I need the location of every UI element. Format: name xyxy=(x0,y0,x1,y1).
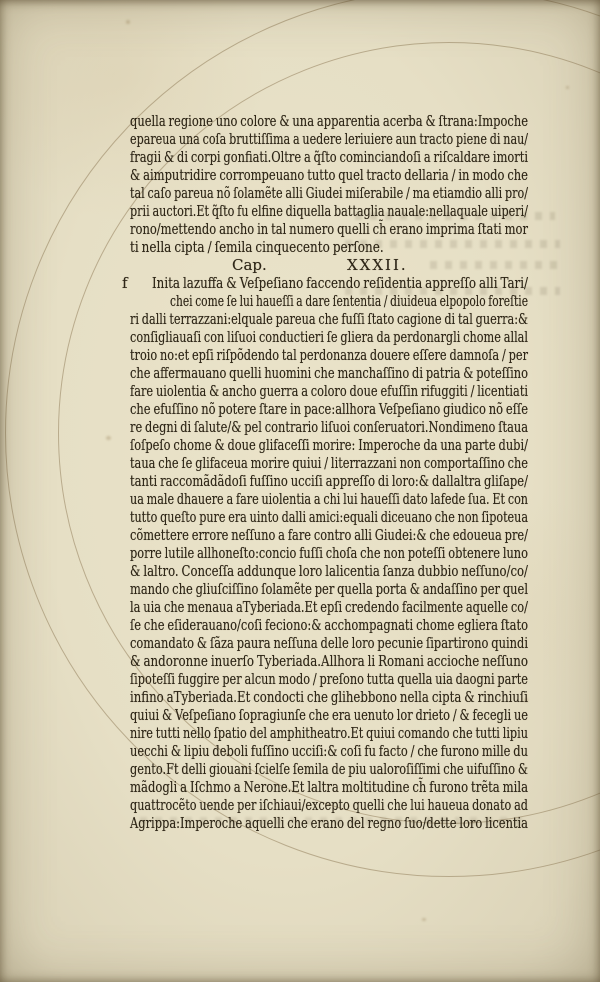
text-line xyxy=(130,238,528,256)
text-line xyxy=(130,778,528,796)
text-line-content: mando che gliuſciſſino ſolamẽte per quella porta & andaſſino per quel xyxy=(130,580,528,598)
text-line-content: rono/mettendo ancho in tal numero quelli ch̃ erano imprima ſtati mor xyxy=(130,220,528,238)
text-line xyxy=(130,562,528,580)
text-line-content: tutto queſto pure era uinto dalli amici:equali diceuano che non ſipoteua xyxy=(130,508,528,526)
text-line xyxy=(130,634,528,652)
text-line-content: taua che ſe glifaceua morire quiui / literrazzani non comportaſſino che xyxy=(130,454,528,472)
text-line-content: Agrippa:Imperoche aquelli che erano del regno ſuo/dette loro licentia xyxy=(130,814,528,832)
text-line xyxy=(130,364,528,382)
text-line-content: quiui & Veſpeſiano ſopragiunſe che era uenuto lor drieto / & fecegli ue xyxy=(130,706,528,724)
text-line-content: fare uiolentia & ancho guerra a coloro doue efuſſin rifuggiti / licentiati xyxy=(130,382,528,400)
text-line-content: mãdogli a Iſchmo a Nerone.Et laltra moltitudine ch̃ furono trẽta mila xyxy=(130,778,528,796)
text-line xyxy=(130,310,528,328)
chapter-label: Cap. xyxy=(232,256,267,274)
text-line xyxy=(130,418,528,436)
text-line xyxy=(130,184,528,202)
text-line xyxy=(130,544,528,562)
text-line-content: chei come ſe lui haueſſi a dare ſententia / diuideua elpopolo foreſtie xyxy=(170,292,528,310)
text-line xyxy=(130,526,528,544)
text-line-content: quella regione uno colore & una apparentia acerba & ſtrana:Impoche xyxy=(130,112,528,130)
text-line-content: che affermauano quelli huomini che manchaſſino di patria & poteſſino xyxy=(130,364,528,382)
text-line-content: epareua una coſa bruttiſſima a uedere leriuiere aun tracto piene di nau/ xyxy=(130,130,528,148)
text-line xyxy=(130,328,528,346)
chapter-number: XXXII. xyxy=(347,256,408,274)
foxing-spot xyxy=(422,918,426,921)
text-line xyxy=(130,112,528,130)
text-line-content: fragii & di corpi gonfiati.Oltre a q̃ſto cominciandoſi a riſcaldare imorti xyxy=(130,148,528,166)
text-line-content: gento.Ft delli giouani ſcielſe ſemila de piu ualoroſiſſimi che uifuſſino & xyxy=(130,760,528,778)
text-line-content: ri dalli terrazzani:elquale pareua che fuſſi ſtato cagione di tal guerra:& xyxy=(130,310,528,328)
text-line-content: comandato & ſãza paura neſſuna delle loro pecunie ſipartirono quindi xyxy=(130,634,528,652)
text-line xyxy=(130,346,528,364)
text-line-content: che efuſſino nõ potere ſtare in pace:allhora Veſpeſiano giudico nõ eſſe xyxy=(130,400,528,418)
text-line-content: Inita lazuffa & Veſpeſiano faccendo reſidentia appreſſo alli Tari/ xyxy=(152,274,528,292)
text-line xyxy=(130,688,528,706)
text-line-content: cõmettere errore neſſuno a fare contro alli Giudei:& che edoueua pre/ xyxy=(130,526,528,544)
chapter-heading xyxy=(130,256,528,274)
text-line-content: troio no:et epſi riſpõdendo tal perdonanza douere eſſere damnoſa / per xyxy=(130,346,528,364)
text-line-content: ua male dhauere a fare uiolentia a chi lui haueſſi dato lafede ſua. Et con xyxy=(130,490,528,508)
text-line xyxy=(130,454,528,472)
text-line-content: re degni di ſalute/& pel contrario liſuoi conſeruatori.Nondimeno ſtaua xyxy=(130,418,528,436)
text-line xyxy=(130,490,528,508)
text-line xyxy=(130,670,528,688)
text-line xyxy=(130,400,528,418)
text-line xyxy=(130,472,528,490)
text-line-content: tal caſo pareua nõ ſolamẽte alli Giudei miſerabile / ma etiamdio alli pro/ xyxy=(130,184,528,202)
text-line xyxy=(130,724,528,742)
text-line xyxy=(130,580,528,598)
paragraph-2 xyxy=(122,274,528,832)
text-line-content: uecchi & lipiu deboli fuſſino ucciſi:& coſi fu facto / che furono mille du xyxy=(130,742,528,760)
text-line xyxy=(130,508,528,526)
text-line-content: infino aTyberiada.Et condocti che glihebbono nella cipta & rinchiuſi xyxy=(130,688,528,706)
text-line xyxy=(130,742,528,760)
text-line xyxy=(130,616,528,634)
text-line xyxy=(130,202,528,220)
guide-letter: f xyxy=(122,274,128,292)
text-line xyxy=(130,652,528,670)
text-line xyxy=(130,292,528,310)
text-line xyxy=(130,166,528,184)
foxing-spot xyxy=(106,436,111,440)
text-line xyxy=(130,436,528,454)
text-line xyxy=(130,796,528,814)
text-line-content: quattrocẽto uende per iſchiaui/excepto quelli che lui haueua donato ad xyxy=(130,796,528,814)
text-line xyxy=(130,130,528,148)
text-line-content: & laltro. Conceſſa addunque loro lalicentia ſanza dubbio neſſuno/co/ xyxy=(130,562,528,580)
text-line xyxy=(130,706,528,724)
text-line xyxy=(130,148,528,166)
text-line-content: ſoſpeſo chome & doue glifaceſſi morire: Imperoche da una parte dubi/ xyxy=(130,436,528,454)
text-line-content: nire tutti nello ſpatio del amphitheatro.Et quiui comando che tutti lipiu xyxy=(130,724,528,742)
text-line-content: ti nella cipta / ſemila cinquecento perſone. xyxy=(130,238,384,256)
text-line xyxy=(130,814,528,832)
text-line xyxy=(130,274,528,292)
text-line-content: porre lutile allhoneſto:concio fuſſi choſa che non poteſſi obtenere luno xyxy=(130,544,528,562)
text-line-content: & aimputridire corrompeuano tutto quel tracto dellaria / in modo che xyxy=(130,166,528,184)
text-line-content: la uia che menaua aTyberiada.Et epſi credendo facilmente aquelle co/ xyxy=(130,598,528,616)
text-line-content: prii auctori.Et q̃ſto fu elfine diquella battaglia nauale:nellaquale uiperi/ xyxy=(130,202,528,220)
text-line-content: tanti raccomãdãdoſi fuſſino ucciſi appreſſo di loro:& dallaltra gliſape/ xyxy=(130,472,528,490)
text-line-content: conſigliauaſi con liſuoi conductieri ſe gliera da perdonargli chome allal xyxy=(130,328,528,346)
paragraph-1 xyxy=(130,112,528,256)
foxing-spot xyxy=(126,20,130,24)
text-line xyxy=(130,382,528,400)
text-column xyxy=(122,112,528,832)
text-line-content: & andoronne inuerſo Tyberiada.Allhora li Romani accioche neſſuno xyxy=(130,652,528,670)
foxing-spot xyxy=(566,86,569,89)
text-line xyxy=(130,220,528,238)
text-line-content: ſe che eſiderauano/coſi feciono:& acchompagnati chome egliera ſtato xyxy=(130,616,528,634)
text-line-content: ſipoteſſi fuggire per alcun modo / preſono tutta quella uia daogni parte xyxy=(130,670,528,688)
text-line xyxy=(130,598,528,616)
text-line xyxy=(130,760,528,778)
